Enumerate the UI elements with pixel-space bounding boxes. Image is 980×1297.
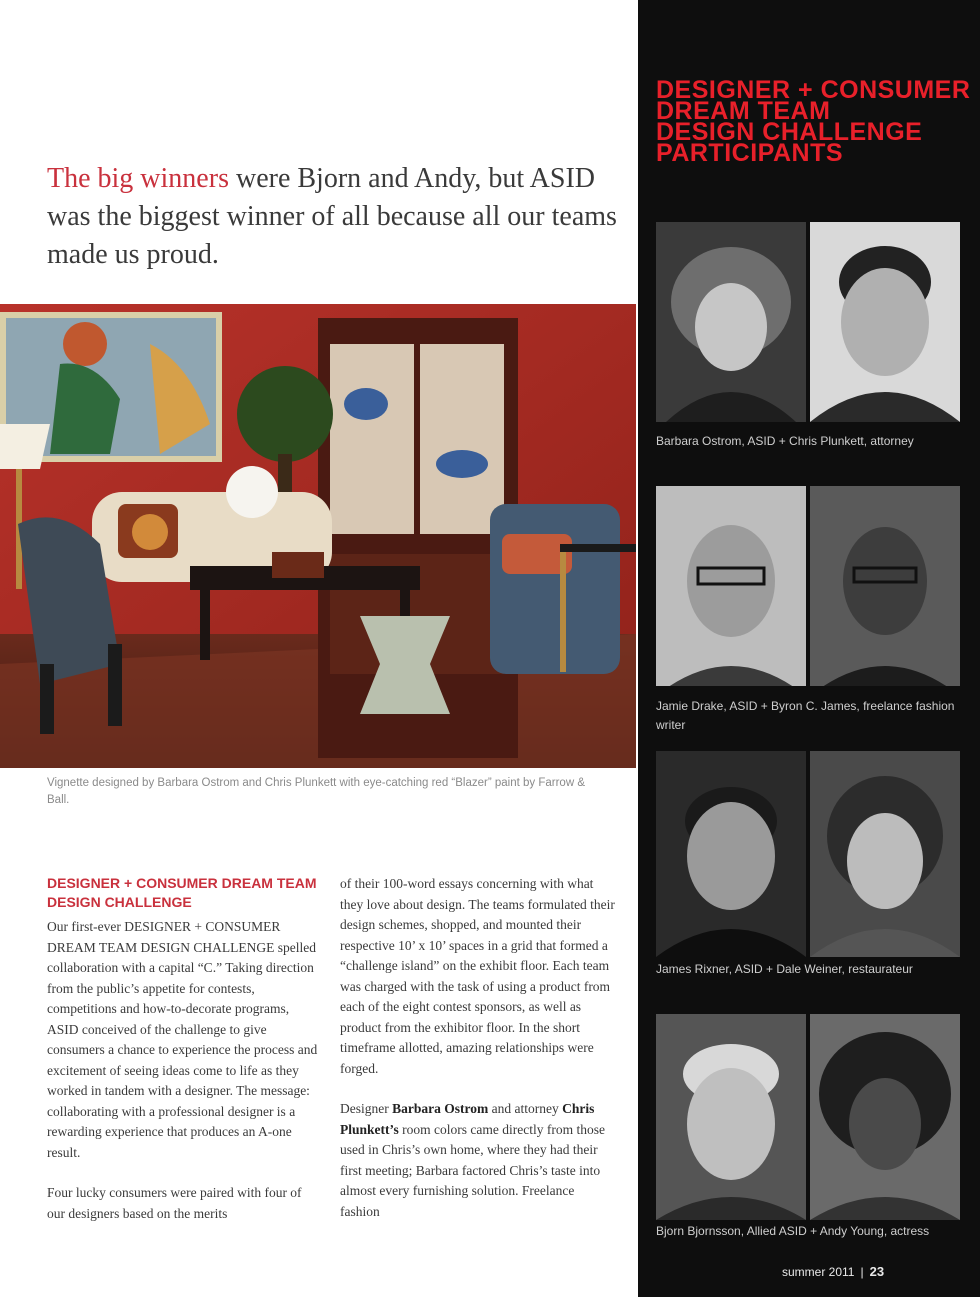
portrait-photo: [810, 751, 961, 957]
portrait-photo: [656, 486, 807, 686]
article-column-2: [340, 874, 615, 1222]
portrait-photo: [810, 486, 961, 686]
pull-quote: [47, 160, 617, 274]
team-caption: Barbara Ostrom, ASID + Chris Plunkett, attorney: [656, 434, 914, 448]
team-photo-pair: [656, 486, 960, 686]
team-caption: Bjorn Bjornsson, Allied ASID + Andy Young, actress: [656, 1224, 930, 1238]
portrait-photo: [656, 751, 807, 957]
portrait-photo: [810, 222, 961, 422]
page-number: 23: [869, 1264, 885, 1279]
team-caption: James Rixner, ASID + Dale Weiner, restaurateur: [656, 962, 913, 976]
team-photo-pair: [656, 1014, 960, 1220]
text-run: and attorney: [488, 1101, 563, 1116]
designer-name: Barbara Ostrom: [392, 1101, 489, 1116]
team-caption: Jamie Drake, ASID + Byron C. James, freelance fashion writer: [656, 699, 955, 732]
pull-quote-text: were Bjorn and Andy, but ASID was the biggest winner of all because all our teams made us proud.: [47, 163, 617, 270]
article-paragraph: of their 100-word essays concerning with what they love about design. The teams formulated their design schemes, shopped, and mounted their respective 10’ x 10’ spaces in a grid that formed a “challenge island” on the exhibit floor. Each team was charged with the task of using a product from each of the eight contest sponsors, as well as product from the exhibitor floor. In the short timeframe allotted, amazing relationships were forged.: [340, 876, 615, 1076]
sidebar-title-line: DESIGN CHALLENGE: [656, 118, 923, 146]
pull-quote-accent: The big winners: [47, 163, 229, 194]
team-photo-pair: [656, 222, 960, 422]
text-run: Designer: [340, 1101, 393, 1116]
page-folio: summer 2011 | 23: [782, 1264, 885, 1279]
article-paragraph: Our first-ever DESIGNER + CONSUMER DREAM TEAM DESIGN CHALLENGE spelled collaboration with a capital “C.” Taking direction from the public’s appetite for contests, competitions and how-to-decorate programs, ASID conceived of the challenge to give consumers a chance to experience the process and excitement of seeing ideas come to life as they worked in tandem with a designer. The message: collaborating with a professional designer is a rewarding experience that produces an A-one result.: [47, 919, 318, 1160]
sidebar-title-line: PARTICIPANTS: [656, 139, 844, 167]
vignette-photo: [0, 304, 636, 768]
sidebar-title-line: DREAM TEAM: [656, 97, 831, 125]
text-run: room colors came directly from those used in Chris’s own home, where they had their first meeting; Barbara factored Chris’s taste into almost every furnishing solution. Freelance fashion: [340, 1121, 605, 1219]
consumer-name: Chris Plunkett’s: [340, 1101, 595, 1137]
participants-sidebar: [638, 0, 980, 1297]
sidebar-title: [656, 76, 976, 167]
article-column-1: [47, 917, 319, 1224]
portrait-photo: [656, 1014, 807, 1220]
team-photo-pair: [656, 751, 960, 957]
article-paragraph-credits: [340, 1099, 615, 1222]
section-heading: DESIGNER + CONSUMER DREAM TEAM DESIGN CHALLENGE: [47, 875, 317, 910]
issue-label: summer 2011: [782, 1265, 855, 1279]
portrait-photo: [656, 222, 807, 422]
portrait-photo: [810, 1014, 961, 1220]
sidebar-title-line: DESIGNER + CONSUMER: [656, 76, 971, 104]
vignette-caption: Vignette designed by Barbara Ostrom and Chris Plunkett with eye-catching red “Blazer” paint by Farrow & Ball.: [47, 777, 585, 806]
article-paragraph: Four lucky consumers were paired with four of our designers based on the merits: [47, 1185, 302, 1221]
